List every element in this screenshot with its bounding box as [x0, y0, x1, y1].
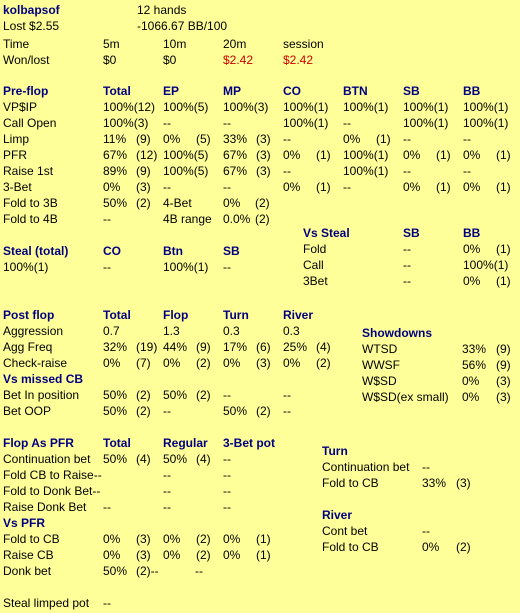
- steal-sb-value: --: [223, 260, 231, 274]
- bet-in-position-value: --: [283, 388, 291, 402]
- check-raise-value: 0%: [103, 356, 121, 370]
- river-title: River: [322, 508, 353, 522]
- vs-steal-bb-value: 0%: [463, 242, 481, 256]
- hands-count: 12 hands: [137, 3, 187, 17]
- preflop-cell-value: 100%(1): [283, 116, 329, 130]
- postflop-col-flop: Flop: [163, 308, 189, 322]
- flop-pfr-col-regular: Regular: [163, 436, 208, 450]
- preflop-row-label: PFR: [3, 148, 27, 162]
- preflop-row-label: Call Open: [3, 116, 57, 130]
- steal-co-value: --: [103, 260, 111, 274]
- preflop-cell-value: 0%: [403, 180, 421, 194]
- flop-pfr-total: --: [103, 500, 111, 514]
- postflop-title: Post flop: [3, 308, 55, 322]
- check-raise-value: 0%: [283, 356, 301, 370]
- preflop-col-mp: MP: [223, 84, 241, 98]
- agg-freq-value: 32%: [103, 340, 128, 354]
- flop-pfr-3bet: --: [223, 452, 231, 466]
- bet-in-position-value: --: [223, 388, 231, 402]
- four-bet-count: (2): [255, 196, 270, 210]
- preflop-cell-count: (9): [136, 132, 151, 146]
- agg-freq-value: 44%: [163, 340, 188, 354]
- vs-pfr-regular-count: (2): [196, 532, 211, 546]
- time-10m-header: 10m: [163, 37, 187, 51]
- preflop-cell-value: --: [163, 116, 171, 130]
- preflop-cell-value: 100%(1): [343, 164, 389, 178]
- four-b-range-value: 0.0%: [223, 212, 251, 226]
- preflop-cell-value: 100%(1): [463, 100, 509, 114]
- preflop-cell-count: (1): [316, 180, 331, 194]
- bet-oop-value: 50%: [103, 404, 128, 418]
- showdown-label: WWSF: [362, 358, 400, 372]
- flop-pfr-3bet: --: [223, 468, 231, 482]
- vs-steal-col-sb: SB: [403, 226, 420, 240]
- four-bet-value: 0%: [223, 196, 241, 210]
- vs-missed-cb-title: Vs missed CB: [3, 372, 84, 386]
- preflop-cell-value: --: [463, 132, 471, 146]
- preflop-cell-count: (3): [136, 180, 151, 194]
- vs-pfr-total-count: (2)--: [136, 564, 159, 578]
- preflop-cell-count: (5): [196, 132, 211, 146]
- agg-freq-count: (4): [316, 340, 331, 354]
- showdown-count: (9): [496, 342, 511, 356]
- preflop-cell-value: 100%(1): [403, 100, 449, 114]
- showdown-count: (3): [496, 374, 511, 388]
- turn-cont-value: --: [422, 460, 430, 474]
- aggression-turn: 0.3: [223, 324, 240, 338]
- vs-pfr-3bet: 0%: [223, 548, 241, 562]
- bet-in-position-value: 50%: [103, 388, 128, 402]
- vs-steal-row-label: Fold: [303, 242, 327, 256]
- preflop-cell-value: 100%(1): [463, 116, 509, 130]
- bet-oop-value: --: [163, 404, 171, 418]
- turn-cont-label: Continuation bet: [322, 460, 410, 474]
- river-fold-count: (2): [456, 540, 471, 554]
- steal-btn-value: 100%(1): [163, 260, 209, 274]
- aggression-label: Aggression: [3, 324, 64, 338]
- vs-pfr-3bet: --: [195, 564, 203, 578]
- preflop-cell-value: 0%: [403, 148, 421, 162]
- preflop-cell-value: 0%: [463, 148, 481, 162]
- preflop-cell-value: 100%(1): [283, 100, 329, 114]
- preflop-cell-value: 0%: [283, 148, 301, 162]
- preflop-col-btn: BTN: [343, 84, 368, 98]
- preflop-cell-count: (3): [256, 148, 271, 162]
- postflop-col-total: Total: [103, 308, 131, 322]
- won-lost-5m: $0: [103, 53, 117, 67]
- showdown-label: WTSD: [362, 342, 398, 356]
- preflop-cell-value: --: [283, 132, 291, 146]
- player-name: kolbapsof: [3, 3, 60, 17]
- time-20m-header: 20m: [223, 37, 247, 51]
- flop-pfr-row-label: Continuation bet: [3, 452, 91, 466]
- preflop-cell-count: (1): [376, 132, 391, 146]
- check-raise-count: (7): [136, 356, 151, 370]
- flop-pfr-regular: 50%: [163, 452, 188, 466]
- time-label: Time: [3, 37, 30, 51]
- flop-pfr-3bet: --: [223, 500, 231, 514]
- check-raise-value: 0%: [163, 356, 181, 370]
- showdown-value: 56%: [462, 358, 487, 372]
- steal-limped-value: --: [103, 596, 111, 610]
- flop-pfr-title: Flop As PFR: [3, 436, 74, 450]
- preflop-col-sb: SB: [403, 84, 420, 98]
- preflop-cell-count: (1): [436, 180, 451, 194]
- preflop-cell-value: 11%: [103, 132, 127, 146]
- check-raise-count: (2): [196, 356, 211, 370]
- preflop-col-total: Total: [103, 84, 131, 98]
- river-cont-value: --: [422, 524, 430, 538]
- vs-pfr-row-label: Raise CB: [3, 548, 54, 562]
- preflop-cell-value: 0%: [463, 180, 481, 194]
- vs-steal-bb-count: (1): [496, 274, 511, 288]
- turn-fold-count: (3): [456, 476, 471, 490]
- agg-freq-count: (9): [196, 340, 211, 354]
- check-raise-count: (3): [256, 356, 271, 370]
- showdown-value: 33%: [462, 342, 487, 356]
- fold-3b-label: Fold to 3B: [3, 196, 58, 210]
- preflop-cell-value: 0%: [163, 132, 181, 146]
- vs-steal-col-bb: BB: [463, 226, 481, 240]
- vs-steal-bb-value: 0%: [463, 274, 481, 288]
- preflop-col-bb: BB: [463, 84, 481, 98]
- bet-in-position-value: 50%: [163, 388, 188, 402]
- flop-pfr-regular-count: (4): [196, 452, 211, 466]
- aggression-river: 0.3: [283, 324, 300, 338]
- showdown-value: 0%: [462, 374, 480, 388]
- preflop-cell-count: (9): [136, 164, 151, 178]
- time-session-header: session: [283, 37, 324, 51]
- agg-freq-value: 25%: [283, 340, 308, 354]
- river-fold-value: 0%: [422, 540, 440, 554]
- four-bet-label: 4-Bet: [163, 196, 192, 210]
- preflop-cell-value: --: [223, 180, 231, 194]
- preflop-cell-count: (12): [136, 148, 158, 162]
- steal-total-value: 100%(1): [3, 260, 49, 274]
- steal-title: Steal (total): [3, 244, 69, 258]
- preflop-cell-value: --: [463, 164, 471, 178]
- bet-oop-count: (2): [136, 404, 151, 418]
- preflop-cell-value: 100%(3): [103, 116, 149, 130]
- preflop-row-label: Raise 1st: [3, 164, 54, 178]
- preflop-col-co: CO: [283, 84, 301, 98]
- preflop-cell-value: --: [223, 116, 231, 130]
- preflop-cell-value: --: [343, 180, 351, 194]
- check-raise-label: Check-raise: [3, 356, 68, 370]
- steal-col-btn: Btn: [163, 244, 183, 258]
- vs-pfr-regular: 0%: [163, 548, 181, 562]
- vs-steal-row-label: 3Bet: [303, 274, 328, 288]
- bb100-text: -1066.67 BB/100: [137, 19, 228, 33]
- flop-pfr-row-label: Fold to Donk Bet--: [3, 484, 101, 498]
- bet-oop-value: --: [283, 404, 291, 418]
- vs-steal-sb-value: --: [403, 258, 411, 272]
- preflop-cell-value: 33%: [223, 132, 248, 146]
- four-b-range-label: 4B range: [163, 212, 212, 226]
- won-lost-label: Won/lost: [3, 53, 50, 67]
- preflop-cell-value: 100%(1): [343, 100, 389, 114]
- flop-pfr-row-label: Raise Donk Bet: [3, 500, 87, 514]
- showdown-label: W$SD: [362, 374, 397, 388]
- flop-pfr-row-label: Fold CB to Raise--: [3, 468, 102, 482]
- preflop-cell-value: 100%(1): [343, 148, 389, 162]
- flop-pfr-regular: --: [163, 484, 171, 498]
- aggression-flop: 1.3: [163, 324, 180, 338]
- fold-3b-value: 50%: [103, 196, 128, 210]
- preflop-row-label: Limp: [3, 132, 30, 146]
- preflop-cell-value: --: [343, 116, 351, 130]
- preflop-row-label: VP$IP: [3, 100, 38, 114]
- bet-in-position-count: (2): [136, 388, 151, 402]
- bet-oop-label: Bet OOP: [3, 404, 52, 418]
- preflop-cell-value: 67%: [223, 148, 248, 162]
- preflop-cell-count: (3): [256, 164, 271, 178]
- vs-pfr-regular-count: (2): [196, 548, 211, 562]
- vs-pfr-3bet-count: (1): [256, 532, 271, 546]
- vs-steal-title: Vs Steal: [303, 226, 350, 240]
- showdown-label: W$SD(ex small): [362, 390, 449, 404]
- bet-in-position-count: (2): [196, 388, 211, 402]
- fold-3b-count: (2): [136, 196, 151, 210]
- vs-steal-sb-value: --: [403, 274, 411, 288]
- vs-pfr-total-count: (3): [136, 548, 151, 562]
- flop-pfr-total: 50%: [103, 452, 128, 466]
- result-text: Lost $2.55: [3, 19, 60, 33]
- time-5m-header: 5m: [103, 37, 120, 51]
- steal-col-sb: SB: [223, 244, 240, 258]
- preflop-cell-value: 100%(1): [403, 116, 449, 130]
- preflop-cell-value: 100%(5): [163, 100, 209, 114]
- river-fold-label: Fold to CB: [322, 540, 379, 554]
- four-b-range-count: (2): [255, 212, 270, 226]
- vs-pfr-row-label: Donk bet: [3, 564, 52, 578]
- steal-col-co: CO: [103, 244, 121, 258]
- preflop-cell-value: --: [403, 132, 411, 146]
- flop-pfr-col-total: Total: [103, 436, 131, 450]
- preflop-cell-count: (1): [436, 148, 451, 162]
- preflop-cell-count: (1): [496, 148, 511, 162]
- river-cont-label: Cont bet: [322, 524, 368, 538]
- vs-pfr-3bet: 0%: [223, 532, 241, 546]
- vs-pfr-total: 50%: [103, 564, 128, 578]
- preflop-cell-value: 67%: [223, 164, 248, 178]
- vs-steal-bb-value: 100%(1): [463, 258, 509, 272]
- preflop-col-ep: EP: [163, 84, 180, 98]
- turn-fold-label: Fold to CB: [322, 476, 379, 490]
- flop-pfr-col-3bet: 3-Bet pot: [223, 436, 275, 450]
- showdown-value: 0%: [462, 390, 480, 404]
- turn-title: Turn: [322, 444, 348, 458]
- preflop-title: Pre-flop: [3, 84, 49, 98]
- won-lost-10m: $0: [163, 53, 177, 67]
- preflop-row-label: 3-Bet: [3, 180, 32, 194]
- postflop-col-turn: Turn: [223, 308, 249, 322]
- preflop-cell-value: 89%: [103, 164, 128, 178]
- vs-steal-sb-value: --: [403, 242, 411, 256]
- preflop-cell-value: 100%(5): [163, 148, 209, 162]
- fold-4b-label: Fold to 4B: [3, 212, 58, 226]
- vs-pfr-title: Vs PFR: [3, 516, 46, 530]
- agg-freq-count: (6): [256, 340, 271, 354]
- showdowns-title: Showdowns: [362, 326, 432, 340]
- postflop-col-river: River: [283, 308, 314, 322]
- check-raise-value: 0%: [223, 356, 241, 370]
- preflop-cell-value: 100%(5): [163, 164, 209, 178]
- preflop-cell-value: --: [163, 180, 171, 194]
- showdown-count: (9): [496, 358, 511, 372]
- vs-pfr-3bet-count: (1): [256, 548, 271, 562]
- showdown-count: (3): [496, 390, 511, 404]
- agg-freq-count: (19): [136, 340, 158, 354]
- won-lost-session: $2.42: [283, 53, 314, 67]
- vs-pfr-total: 0%: [103, 532, 121, 546]
- preflop-cell-value: 100%(12): [103, 100, 156, 114]
- aggression-total: 0.7: [103, 324, 120, 338]
- preflop-cell-count: (3): [256, 132, 271, 146]
- vs-pfr-total-count: (3): [136, 532, 151, 546]
- flop-pfr-regular: --: [163, 468, 171, 482]
- preflop-cell-value: --: [403, 164, 411, 178]
- steal-limped-label: Steal limped pot: [3, 596, 90, 610]
- preflop-cell-count: (1): [316, 148, 331, 162]
- vs-pfr-total: 0%: [103, 548, 121, 562]
- preflop-cell-value: 100%(3): [223, 100, 269, 114]
- agg-freq-value: 17%: [223, 340, 248, 354]
- flop-pfr-total-count: (4): [136, 452, 151, 466]
- check-raise-count: (2): [316, 356, 331, 370]
- turn-fold-value: 33%: [422, 476, 447, 490]
- vs-pfr-row-label: Fold to CB: [3, 532, 60, 546]
- preflop-cell-count: (1): [496, 180, 511, 194]
- flop-pfr-regular: --: [163, 500, 171, 514]
- bet-oop-count: (2): [256, 404, 271, 418]
- preflop-cell-value: --: [283, 164, 291, 178]
- preflop-cell-value: 67%: [103, 148, 128, 162]
- bet-oop-value: 50%: [223, 404, 248, 418]
- bet-in-position-label: Bet In position: [3, 388, 80, 402]
- fold-4b-value: --: [103, 212, 111, 226]
- vs-steal-bb-count: (1): [496, 242, 511, 256]
- agg-freq-label: Agg Freq: [3, 340, 53, 354]
- flop-pfr-3bet: --: [223, 484, 231, 498]
- vs-steal-row-label: Call: [303, 258, 324, 272]
- vs-pfr-regular: 0%: [163, 532, 181, 546]
- preflop-cell-value: 0%: [283, 180, 301, 194]
- preflop-cell-value: 0%: [103, 180, 121, 194]
- won-lost-20m: $2.42: [223, 53, 254, 67]
- preflop-cell-value: 0%: [343, 132, 361, 146]
